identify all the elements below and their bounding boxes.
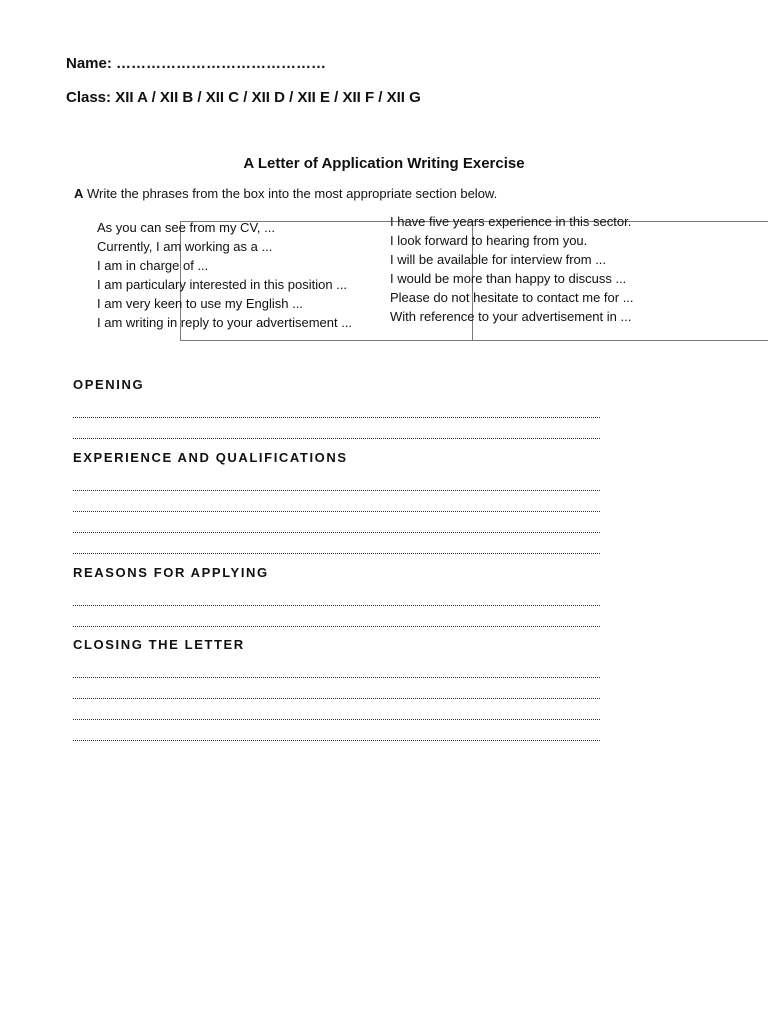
answer-line[interactable] (73, 512, 600, 533)
answer-line[interactable] (73, 491, 600, 512)
answer-line[interactable] (73, 699, 600, 720)
answer-line[interactable] (73, 470, 600, 491)
answer-line[interactable] (73, 533, 600, 554)
section-heading: EXPERIENCE AND QUALIFICATIONS (73, 450, 348, 465)
class-options-label: Class: XII A / XII B / XII C / XII D / XII E / XII F / XII G (66, 89, 421, 106)
phrase-item: I am in charge of ... (97, 258, 209, 273)
phrase-item: Currently, I am working as a ... (97, 239, 273, 254)
answer-line[interactable] (73, 585, 600, 606)
phrase-item: With reference to your advertisement in ... (390, 309, 632, 324)
answer-line[interactable] (73, 606, 600, 627)
phrase-column-left (97, 218, 352, 332)
section-heading: REASONS FOR APPLYING (73, 565, 269, 580)
instruction-letter: A (74, 186, 84, 201)
instruction-body: Write the phrases from the box into the most appropriate section below. (83, 186, 498, 201)
section-opening (73, 377, 603, 439)
phrase-item: I have five years experience in this sector. (390, 214, 632, 229)
phrase-item: Please do not hesitate to contact me for ... (390, 290, 634, 305)
phrase-item: I look forward to hearing from you. (390, 233, 588, 248)
section-closing-the-letter (73, 637, 603, 741)
answer-line[interactable] (73, 720, 600, 741)
phrase-item: I am particulary interested in this position ... (97, 277, 348, 292)
phrase-column-right (390, 212, 634, 326)
section-reasons-for-applying (73, 565, 603, 627)
phrase-item: I am very keen to use my English ... (97, 296, 303, 311)
phrase-item: I would be more than happy to discuss ... (390, 271, 627, 286)
answer-line[interactable] (73, 397, 600, 418)
worksheet-title: A Letter of Application Writing Exercise (243, 155, 525, 172)
phrase-item: I will be available for interview from ... (390, 252, 607, 267)
phrase-item: I am writing in reply to your advertisement ... (97, 315, 353, 330)
answer-line[interactable] (73, 418, 600, 439)
section-experience-and-qualifications (73, 450, 603, 554)
name-field-label: Name: …………………………………… (66, 55, 327, 72)
section-heading: CLOSING THE LETTER (73, 637, 245, 652)
section-heading: OPENING (73, 377, 145, 392)
answer-line[interactable] (73, 678, 600, 699)
instruction-text (74, 186, 497, 201)
phrase-item: As you can see from my CV, ... (97, 220, 275, 235)
answer-line[interactable] (73, 657, 600, 678)
